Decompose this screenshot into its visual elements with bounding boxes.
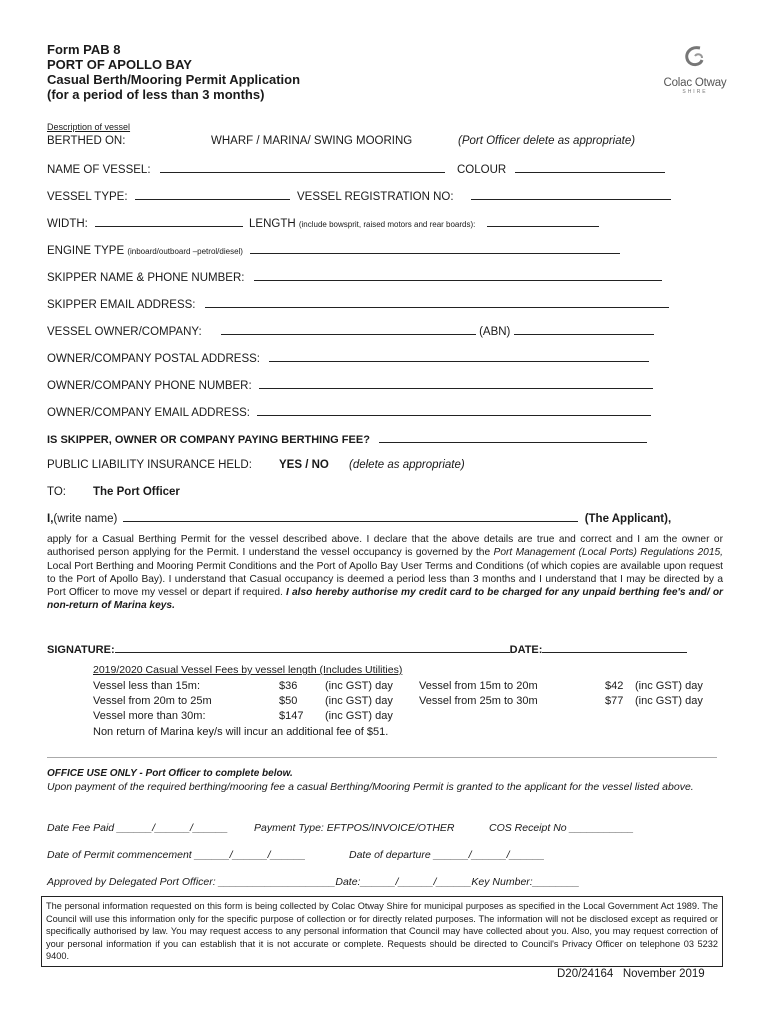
length-note: (include bowsprit, raised motors and rear boards): — [298, 220, 476, 229]
fee-gst: (inc GST) day — [325, 680, 393, 692]
length-row — [249, 216, 599, 230]
logo-name: Colac Otway — [663, 77, 727, 89]
owner-email-field[interactable] — [257, 405, 651, 416]
i-label: I, — [47, 513, 54, 525]
skipper-email-field[interactable] — [205, 297, 669, 308]
fee-label: Vessel more than 30m: — [93, 710, 206, 722]
owner-postal-field[interactable] — [269, 351, 649, 362]
declaration-authorisation: I also hereby authorise my credit card to be charged for any unpaid berthing fee's and/ or non-return of Marina keys. — [47, 587, 724, 612]
vessel-name-label: NAME OF VESSEL: — [47, 164, 151, 176]
form-title: Casual Berth/Mooring Permit Application — [47, 72, 301, 87]
owner-email-row — [47, 405, 651, 419]
fee-price: $147 — [279, 710, 304, 722]
declaration-text-2: Local Port Berthing and Mooring Permit Conditions and the Port of Apollo Bay User Terms and Conditions (of which copies are available upon request to the Port of Apollo Bay). I understand that Casual occupancy is deemed a period less than 3 months and I understand that I may be directed by a Port Officer to move my vessel or depart if required. — [47, 560, 723, 599]
fee-payer-label: IS SKIPPER, OWNER OR COMPANY PAYING BERTHING FEE? — [47, 434, 370, 446]
engine-row — [47, 243, 620, 257]
owner-postal-row — [47, 351, 649, 365]
owner-phone-label: OWNER/COMPANY PHONE NUMBER: — [47, 380, 252, 392]
insurance-yes-no[interactable]: YES / NO — [279, 459, 329, 471]
owner-phone-field[interactable] — [259, 378, 653, 389]
description-caption: Description of vessel — [47, 122, 131, 132]
vessel-name-field[interactable] — [160, 162, 445, 173]
skipper-name-field[interactable] — [254, 270, 662, 281]
section-divider — [47, 757, 717, 758]
logo-sub: SHIRE — [682, 89, 708, 95]
signature-label: SIGNATURE: — [47, 644, 115, 656]
to-label: TO: — [47, 486, 66, 498]
fee-label: Vessel from 25m to 30m — [419, 695, 538, 707]
fee-gst: (inc GST) day — [325, 710, 393, 722]
berth-note: (Port Officer delete as appropriate) — [458, 135, 636, 147]
approval-row[interactable]: Approved by Delegated Port Officer: ____________________Date:______/______/______Key Number:________ — [47, 876, 580, 888]
fee-gst: (inc GST) day — [325, 695, 393, 707]
engine-field[interactable] — [250, 243, 620, 254]
owner-company-label: VESSEL OWNER/COMPANY: — [47, 326, 202, 338]
form-header — [47, 42, 300, 102]
owner-phone-row — [47, 378, 653, 392]
fee-payer-field[interactable] — [379, 432, 647, 443]
vessel-type-row — [47, 189, 290, 203]
registration-label: VESSEL REGISTRATION NO: — [297, 191, 454, 203]
owner-company-row — [47, 324, 654, 338]
fee-label: Vessel less than 15m: — [93, 680, 201, 692]
skipper-email-row — [47, 297, 669, 311]
fee-row — [93, 710, 419, 722]
fee-price: $50 — [279, 695, 298, 707]
length-label: LENGTH — [249, 218, 296, 230]
fee-row — [93, 680, 703, 692]
owner-postal-label: OWNER/COMPANY POSTAL ADDRESS: — [47, 353, 261, 365]
registration-row — [297, 189, 671, 203]
insurance-note: (delete as appropriate) — [349, 459, 465, 471]
fee-price: $77 — [605, 695, 624, 707]
abn-field[interactable] — [514, 324, 654, 335]
applicant-row — [47, 511, 671, 525]
fee-price: $36 — [279, 680, 298, 692]
insurance-label: PUBLIC LIABILITY INSURANCE HELD: — [47, 459, 252, 471]
council-logo — [650, 44, 740, 95]
date-label: DATE: — [509, 644, 543, 656]
fees-title: 2019/2020 Casual Vessel Fees by vessel length (Includes Utilities) — [93, 664, 403, 676]
skipper-name-label: SKIPPER NAME & PHONE NUMBER: — [47, 272, 245, 284]
permit-commencement[interactable]: Date of Permit commencement ______/______/______ — [47, 849, 306, 861]
swirl-icon — [678, 44, 712, 70]
skipper-email-label: SKIPPER EMAIL ADDRESS: — [47, 299, 196, 311]
vessel-type-label: VESSEL TYPE: — [47, 191, 128, 203]
fee-label: Vessel from 15m to 20m — [419, 680, 538, 692]
berth-options[interactable]: WHARF / MARINA/ SWING MOORING — [211, 135, 413, 147]
vessel-name-row — [47, 162, 445, 176]
fee-label: Vessel from 20m to 25m — [93, 695, 212, 707]
owner-email-label: OWNER/COMPANY EMAIL ADDRESS: — [47, 407, 250, 419]
engine-label: ENGINE TYPE — [47, 245, 125, 257]
signature-row — [47, 642, 687, 656]
colour-row — [457, 162, 665, 176]
fee-payer-row — [47, 432, 647, 446]
fee-price: $42 — [605, 680, 624, 692]
date-fee-paid[interactable]: Date Fee Paid ______/______/______ — [47, 822, 228, 834]
payment-type[interactable]: Payment Type: EFTPOS/INVOICE/OTHER — [254, 822, 455, 834]
to-value: The Port Officer — [93, 486, 180, 498]
engine-note: (inboard/outboard –petrol/diesel) — [127, 247, 243, 256]
width-field[interactable] — [95, 216, 243, 227]
colour-field[interactable] — [515, 162, 665, 173]
office-description: Upon payment of the required berthing/mooring fee a casual Berthing/Mooring Permit is granted to the applicant for the vessel listed above. — [47, 781, 694, 793]
abn-label: (ABN) — [479, 326, 511, 338]
port-name: PORT OF APOLLO BAY — [47, 57, 192, 72]
fee-gst: (inc GST) day — [635, 680, 703, 692]
declaration-paragraph — [47, 533, 723, 613]
registration-field[interactable] — [471, 189, 671, 200]
signature-field[interactable] — [115, 642, 510, 653]
declaration-regulations: Port Management (Local Ports) Regulations 2015, — [493, 547, 723, 559]
skipper-name-row — [47, 270, 662, 284]
owner-company-field[interactable] — [221, 324, 476, 335]
form-subtitle: (for a period of less than 3 months) — [47, 87, 265, 102]
privacy-notice: The personal information requested on this form is being collected by Colac Otway Shire for municipal purposes as specified in the Local Government Act 1989. The Council will use this information only for the specific purpose of collection or for directly related purposes. The information will not be disclosed except as required or specifically authorised by law. You may request access to any personal information that Council may have collected about you. Also, you may request correction of your personal information if you can establish that it is not accurate or complete. Requests should be directed to Council's Privacy Officer on telephone 03 5232 9400. — [41, 896, 723, 967]
write-name-label: (write name) — [53, 513, 118, 525]
width-row — [47, 216, 243, 230]
date-field[interactable] — [542, 642, 687, 653]
berthed-on-label: BERTHED ON: — [47, 135, 126, 147]
applicant-label: (The Applicant), — [584, 513, 672, 525]
declaration-text-1: apply for a Casual Berthing Permit for the vessel described above. I declare that the above details are true and correct and I am the owner or authorised person applying for the Permit. I understand the vessel occupancy is governed by the — [47, 534, 723, 559]
length-field[interactable] — [487, 216, 599, 227]
applicant-name-field[interactable] — [123, 511, 578, 522]
vessel-type-field[interactable] — [135, 189, 290, 200]
departure-date[interactable]: Date of departure ______/______/______ — [349, 849, 545, 861]
width-label: WIDTH: — [47, 218, 88, 230]
colour-label: COLOUR — [457, 164, 507, 176]
office-title: OFFICE USE ONLY - Port Officer to complete below. — [47, 768, 293, 779]
cos-receipt[interactable]: COS Receipt No ___________ — [489, 822, 634, 834]
document-reference: D20/24164 November 2019 — [557, 968, 705, 980]
fees-note: Non return of Marina key/s will incur an additional fee of $51. — [93, 726, 389, 738]
fee-gst: (inc GST) day — [635, 695, 703, 707]
fee-row — [93, 695, 703, 707]
form-number: Form PAB 8 — [47, 42, 121, 57]
